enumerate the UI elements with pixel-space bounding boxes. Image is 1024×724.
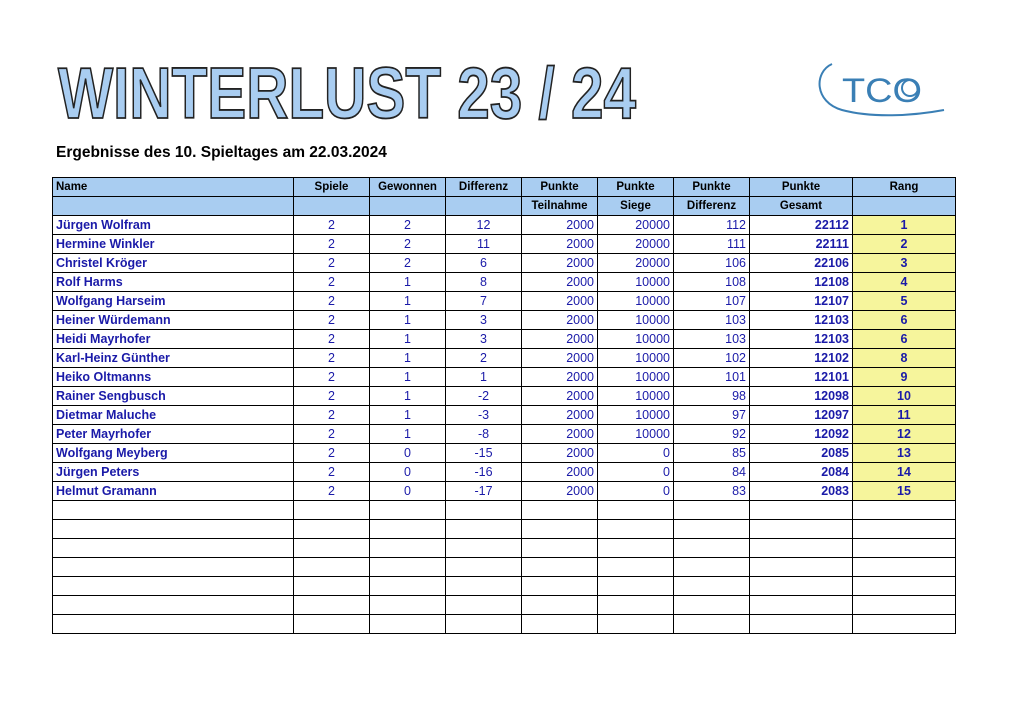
gewonnen-cell: 1 <box>370 311 446 330</box>
spiele-cell: 2 <box>294 330 370 349</box>
logo-text: TCO <box>842 72 922 110</box>
rang-cell: 9 <box>853 368 956 387</box>
empty-cell <box>522 501 598 520</box>
empty-cell <box>853 520 956 539</box>
gesamt-cell: 12102 <box>750 349 853 368</box>
empty-cell <box>750 577 853 596</box>
table-row <box>53 235 956 254</box>
results-table <box>52 177 956 634</box>
empty-cell <box>53 596 294 615</box>
header-row-1 <box>53 178 956 197</box>
siege-cell: 20000 <box>598 254 674 273</box>
col-subheader-gesamt: Gesamt <box>750 197 853 216</box>
siege-cell: 10000 <box>598 425 674 444</box>
punkte-differenz-cell: 106 <box>674 254 750 273</box>
differenz-cell: 6 <box>446 254 522 273</box>
teilnahme-cell: 2000 <box>522 273 598 292</box>
col-header-punkte-siege: Punkte <box>598 178 674 197</box>
gewonnen-cell: 2 <box>370 254 446 273</box>
teilnahme-cell: 2000 <box>522 216 598 235</box>
differenz-cell: 12 <box>446 216 522 235</box>
empty-cell <box>294 558 370 577</box>
empty-row <box>53 558 956 577</box>
empty-cell <box>522 539 598 558</box>
gewonnen-cell: 0 <box>370 463 446 482</box>
spiele-cell: 2 <box>294 235 370 254</box>
player-name: Heiner Würdemann <box>53 311 294 330</box>
rang-cell: 4 <box>853 273 956 292</box>
header-row-2 <box>53 197 956 216</box>
differenz-cell: 7 <box>446 292 522 311</box>
gesamt-cell: 2084 <box>750 463 853 482</box>
table-row <box>53 349 956 368</box>
empty-row <box>53 520 956 539</box>
title-text: WINTERLUST 23 / 24 <box>58 54 636 134</box>
col-header-differenz: Differenz <box>446 178 522 197</box>
rang-cell: 11 <box>853 406 956 425</box>
col-subheader <box>853 197 956 216</box>
empty-cell <box>370 577 446 596</box>
empty-cell <box>674 558 750 577</box>
empty-cell <box>446 520 522 539</box>
player-name: Karl-Heinz Günther <box>53 349 294 368</box>
empty-cell <box>750 501 853 520</box>
empty-cell <box>370 539 446 558</box>
empty-cell <box>750 558 853 577</box>
empty-cell <box>598 558 674 577</box>
table-row <box>53 273 956 292</box>
player-name: Wolfgang Meyberg <box>53 444 294 463</box>
empty-cell <box>294 520 370 539</box>
gesamt-cell: 22112 <box>750 216 853 235</box>
empty-cell <box>522 615 598 634</box>
empty-cell <box>853 539 956 558</box>
teilnahme-cell: 2000 <box>522 330 598 349</box>
empty-cell <box>598 539 674 558</box>
rang-cell: 8 <box>853 349 956 368</box>
empty-cell <box>853 501 956 520</box>
table-row <box>53 254 956 273</box>
rang-cell: 10 <box>853 387 956 406</box>
differenz-cell: 3 <box>446 330 522 349</box>
teilnahme-cell: 2000 <box>522 311 598 330</box>
punkte-differenz-cell: 85 <box>674 444 750 463</box>
tco-logo <box>812 58 952 124</box>
empty-cell <box>853 558 956 577</box>
gesamt-cell: 2085 <box>750 444 853 463</box>
siege-cell: 10000 <box>598 273 674 292</box>
empty-cell <box>294 596 370 615</box>
gesamt-cell: 12101 <box>750 368 853 387</box>
rang-cell: 13 <box>853 444 956 463</box>
empty-cell <box>446 615 522 634</box>
gewonnen-cell: 1 <box>370 406 446 425</box>
differenz-cell: -17 <box>446 482 522 501</box>
teilnahme-cell: 2000 <box>522 482 598 501</box>
table-row <box>53 311 956 330</box>
player-name: Rainer Sengbusch <box>53 387 294 406</box>
empty-cell <box>53 539 294 558</box>
gesamt-cell: 22111 <box>750 235 853 254</box>
spiele-cell: 2 <box>294 292 370 311</box>
differenz-cell: 2 <box>446 349 522 368</box>
col-subheader <box>294 197 370 216</box>
col-subheader-teilnahme: Teilnahme <box>522 197 598 216</box>
teilnahme-cell: 2000 <box>522 235 598 254</box>
siege-cell: 10000 <box>598 368 674 387</box>
empty-cell <box>674 577 750 596</box>
table-row <box>53 425 956 444</box>
empty-row <box>53 539 956 558</box>
empty-cell <box>446 577 522 596</box>
col-subheader <box>53 197 294 216</box>
empty-cell <box>522 596 598 615</box>
teilnahme-cell: 2000 <box>522 368 598 387</box>
rang-cell: 15 <box>853 482 956 501</box>
table-row <box>53 387 956 406</box>
empty-cell <box>750 596 853 615</box>
empty-cell <box>53 520 294 539</box>
differenz-cell: 8 <box>446 273 522 292</box>
col-subheader-siege: Siege <box>598 197 674 216</box>
gewonnen-cell: 1 <box>370 387 446 406</box>
title-graphic <box>58 54 658 134</box>
empty-cell <box>53 615 294 634</box>
teilnahme-cell: 2000 <box>522 254 598 273</box>
player-name: Heiko Oltmanns <box>53 368 294 387</box>
empty-cell <box>522 520 598 539</box>
teilnahme-cell: 2000 <box>522 387 598 406</box>
empty-cell <box>53 558 294 577</box>
table-row <box>53 482 956 501</box>
differenz-cell: -2 <box>446 387 522 406</box>
punkte-differenz-cell: 84 <box>674 463 750 482</box>
teilnahme-cell: 2000 <box>522 463 598 482</box>
spiele-cell: 2 <box>294 368 370 387</box>
spiele-cell: 2 <box>294 349 370 368</box>
player-name: Wolfgang Harseim <box>53 292 294 311</box>
spiele-cell: 2 <box>294 311 370 330</box>
subtitle: Ergebnisse des 10. Spieltages am 22.03.2024 <box>56 144 387 161</box>
siege-cell: 10000 <box>598 387 674 406</box>
empty-cell <box>598 615 674 634</box>
empty-cell <box>294 577 370 596</box>
differenz-cell: 3 <box>446 311 522 330</box>
empty-cell <box>598 501 674 520</box>
empty-cell <box>370 596 446 615</box>
empty-cell <box>446 596 522 615</box>
teilnahme-cell: 2000 <box>522 425 598 444</box>
gesamt-cell: 12092 <box>750 425 853 444</box>
gesamt-cell: 12098 <box>750 387 853 406</box>
rang-cell: 6 <box>853 311 956 330</box>
table-row <box>53 368 956 387</box>
rang-cell: 1 <box>853 216 956 235</box>
gewonnen-cell: 1 <box>370 273 446 292</box>
siege-cell: 0 <box>598 463 674 482</box>
empty-cell <box>446 558 522 577</box>
gewonnen-cell: 1 <box>370 425 446 444</box>
gesamt-cell: 12108 <box>750 273 853 292</box>
punkte-differenz-cell: 97 <box>674 406 750 425</box>
player-name: Peter Mayrhofer <box>53 425 294 444</box>
empty-cell <box>853 577 956 596</box>
empty-row <box>53 501 956 520</box>
col-header-rang: Rang <box>853 178 956 197</box>
empty-cell <box>53 501 294 520</box>
empty-cell <box>370 558 446 577</box>
table-row <box>53 463 956 482</box>
table-row <box>53 444 956 463</box>
siege-cell: 20000 <box>598 216 674 235</box>
gewonnen-cell: 2 <box>370 235 446 254</box>
spiele-cell: 2 <box>294 273 370 292</box>
gewonnen-cell: 1 <box>370 330 446 349</box>
empty-cell <box>522 577 598 596</box>
player-name: Jürgen Peters <box>53 463 294 482</box>
page-title <box>58 54 658 134</box>
empty-cell <box>750 520 853 539</box>
empty-cell <box>370 615 446 634</box>
punkte-differenz-cell: 103 <box>674 311 750 330</box>
col-header-punkte-gesamt: Punkte <box>750 178 853 197</box>
empty-cell <box>446 501 522 520</box>
empty-cell <box>853 615 956 634</box>
gewonnen-cell: 0 <box>370 444 446 463</box>
col-header-punkte-differenz: Punkte <box>674 178 750 197</box>
rang-cell: 14 <box>853 463 956 482</box>
punkte-differenz-cell: 107 <box>674 292 750 311</box>
player-name: Jürgen Wolfram <box>53 216 294 235</box>
empty-cell <box>598 596 674 615</box>
punkte-differenz-cell: 102 <box>674 349 750 368</box>
rang-cell: 12 <box>853 425 956 444</box>
empty-cell <box>598 520 674 539</box>
table-row <box>53 406 956 425</box>
empty-cell <box>750 539 853 558</box>
empty-cell <box>750 615 853 634</box>
differenz-cell: -16 <box>446 463 522 482</box>
rang-cell: 6 <box>853 330 956 349</box>
player-name: Rolf Harms <box>53 273 294 292</box>
spiele-cell: 2 <box>294 216 370 235</box>
siege-cell: 10000 <box>598 330 674 349</box>
empty-cell <box>674 520 750 539</box>
differenz-cell: 1 <box>446 368 522 387</box>
empty-cell <box>522 558 598 577</box>
spiele-cell: 2 <box>294 254 370 273</box>
gesamt-cell: 12097 <box>750 406 853 425</box>
teilnahme-cell: 2000 <box>522 349 598 368</box>
col-header-name: Name <box>53 178 294 197</box>
gewonnen-cell: 1 <box>370 292 446 311</box>
gewonnen-cell: 1 <box>370 368 446 387</box>
player-name: Christel Kröger <box>53 254 294 273</box>
rang-cell: 3 <box>853 254 956 273</box>
spiele-cell: 2 <box>294 463 370 482</box>
gesamt-cell: 12107 <box>750 292 853 311</box>
siege-cell: 10000 <box>598 349 674 368</box>
siege-cell: 10000 <box>598 406 674 425</box>
punkte-differenz-cell: 108 <box>674 273 750 292</box>
empty-cell <box>53 577 294 596</box>
empty-cell <box>294 615 370 634</box>
col-subheader-differenz: Differenz <box>674 197 750 216</box>
empty-cell <box>674 501 750 520</box>
rang-cell: 2 <box>853 235 956 254</box>
gesamt-cell: 12103 <box>750 311 853 330</box>
player-name: Hermine Winkler <box>53 235 294 254</box>
gesamt-cell: 2083 <box>750 482 853 501</box>
spiele-cell: 2 <box>294 425 370 444</box>
player-name: Helmut Gramann <box>53 482 294 501</box>
siege-cell: 0 <box>598 444 674 463</box>
teilnahme-cell: 2000 <box>522 444 598 463</box>
differenz-cell: 11 <box>446 235 522 254</box>
empty-cell <box>674 596 750 615</box>
differenz-cell: -15 <box>446 444 522 463</box>
col-subheader <box>370 197 446 216</box>
spiele-cell: 2 <box>294 406 370 425</box>
punkte-differenz-cell: 101 <box>674 368 750 387</box>
empty-row <box>53 596 956 615</box>
empty-cell <box>294 539 370 558</box>
col-header-punkte-teilnahme: Punkte <box>522 178 598 197</box>
player-name: Dietmar Maluche <box>53 406 294 425</box>
gesamt-cell: 12103 <box>750 330 853 349</box>
differenz-cell: -8 <box>446 425 522 444</box>
siege-cell: 0 <box>598 482 674 501</box>
teilnahme-cell: 2000 <box>522 406 598 425</box>
empty-cell <box>370 520 446 539</box>
punkte-differenz-cell: 92 <box>674 425 750 444</box>
empty-cell <box>446 539 522 558</box>
col-header-spiele: Spiele <box>294 178 370 197</box>
punkte-differenz-cell: 103 <box>674 330 750 349</box>
table-row <box>53 292 956 311</box>
gewonnen-cell: 0 <box>370 482 446 501</box>
empty-cell <box>598 577 674 596</box>
gesamt-cell: 22106 <box>750 254 853 273</box>
gewonnen-cell: 2 <box>370 216 446 235</box>
punkte-differenz-cell: 98 <box>674 387 750 406</box>
table-row <box>53 216 956 235</box>
spiele-cell: 2 <box>294 387 370 406</box>
col-subheader <box>446 197 522 216</box>
punkte-differenz-cell: 111 <box>674 235 750 254</box>
empty-row <box>53 577 956 596</box>
col-header-gewonnen: Gewonnen <box>370 178 446 197</box>
table-row <box>53 330 956 349</box>
empty-cell <box>853 596 956 615</box>
player-name: Heidi Mayrhofer <box>53 330 294 349</box>
teilnahme-cell: 2000 <box>522 292 598 311</box>
siege-cell: 20000 <box>598 235 674 254</box>
empty-row <box>53 615 956 634</box>
empty-cell <box>294 501 370 520</box>
siege-cell: 10000 <box>598 292 674 311</box>
spiele-cell: 2 <box>294 482 370 501</box>
siege-cell: 10000 <box>598 311 674 330</box>
empty-cell <box>370 501 446 520</box>
punkte-differenz-cell: 112 <box>674 216 750 235</box>
results-body <box>53 216 956 634</box>
empty-cell <box>674 615 750 634</box>
empty-cell <box>674 539 750 558</box>
punkte-differenz-cell: 83 <box>674 482 750 501</box>
gewonnen-cell: 1 <box>370 349 446 368</box>
rang-cell: 5 <box>853 292 956 311</box>
spiele-cell: 2 <box>294 444 370 463</box>
differenz-cell: -3 <box>446 406 522 425</box>
